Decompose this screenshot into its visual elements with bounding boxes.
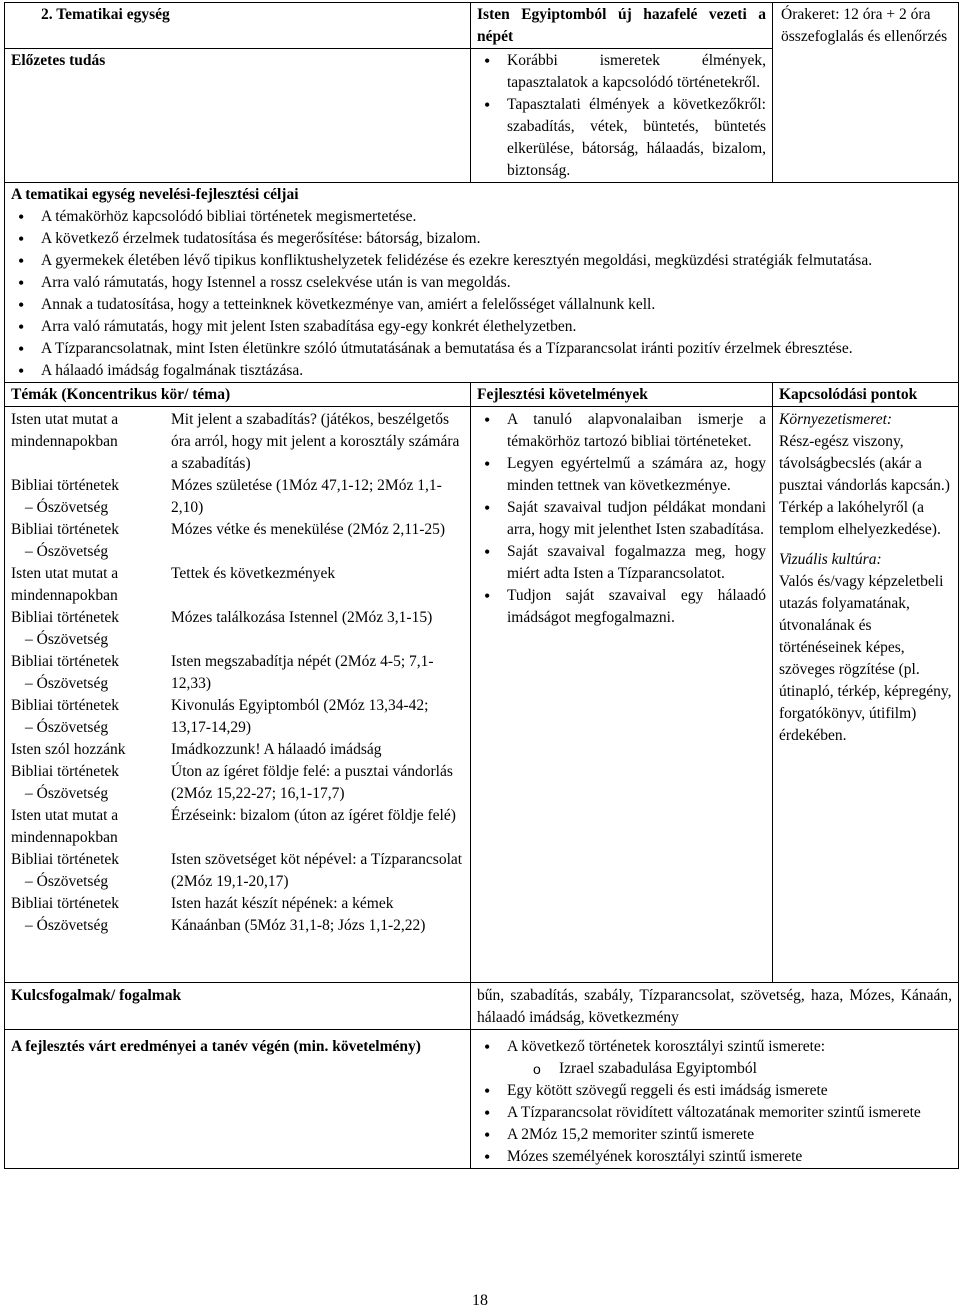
topic-row	[11, 805, 464, 849]
topic-row	[11, 893, 464, 937]
topic-row	[11, 739, 464, 761]
topic-category: Bibliai történetek	[11, 895, 120, 912]
goal-item: • A hálaadó imádság fogalmának tisztázása.	[11, 360, 952, 382]
requirements-cell	[471, 407, 773, 983]
goals-row	[5, 183, 959, 383]
topic-category: Bibliai történetek	[11, 763, 120, 780]
env-label: Környezetismeret:	[779, 411, 893, 428]
topic-row	[11, 651, 464, 695]
outcome-sublist	[507, 1058, 952, 1080]
topics-cell	[5, 407, 471, 983]
column-header-row	[5, 383, 959, 407]
topic-title: Mózes születése (1Móz 47,1-12; 2Móz 1,1-2,10)	[171, 477, 442, 516]
goals-list	[11, 206, 952, 382]
goal-item: • A Tízparancsolatnak, mint Isten életünkre szóló útmutatásának a bemutatása és a Tízparancsolat iránti pozitív érzelmek ébresztése.	[11, 338, 952, 360]
keywords-text: bűn, szabadítás, szabály, Tízparancsolat, szövetség, haza, Mózes, Kánaán, hálaadó imádság, következmény	[471, 983, 959, 1030]
goal-item: • A következő érzelmek tudatosítása és megerősítése: bátorság, bizalom.	[11, 228, 952, 250]
outcome-item: • Egy kötött szövegű reggeli és esti imádság ismerete	[477, 1080, 952, 1102]
topic-category: Isten utat mutat a mindennapokban	[11, 807, 119, 846]
topics-list	[11, 409, 464, 937]
page-number: 18	[472, 1292, 488, 1309]
topic-category: Isten utat mutat a mindennapokban	[11, 411, 119, 450]
prior-list	[477, 50, 766, 182]
keywords-label: Kulcsfogalmak/ fogalmak	[5, 983, 471, 1030]
goal-item: • Annak a tudatosítása, hogy a tetteinknek következménye van, amiért a felelősséget vállalnunk kell.	[11, 294, 952, 316]
connections-cell	[773, 407, 959, 983]
topic-row	[11, 519, 464, 563]
topic-category: Bibliai történetek	[11, 477, 120, 494]
requirement-item: • Saját szavaival tudjon példákat mondani arra, hogy mit jelenthet Isten szabadítása.	[477, 497, 766, 541]
requirements-list	[477, 409, 766, 629]
topics-body-row	[5, 407, 959, 983]
requirement-item: • Tudjon saját szavaival egy hálaadó imádságot megfogalmazni.	[477, 585, 766, 629]
requirement-item: • A tanuló alapvonalaiban ismerje a témakörhöz tartozó bibliai történeteket.	[477, 409, 766, 453]
hours-cell	[773, 3, 959, 183]
topic-title: Mózes vétke és menekülése (2Móz 2,11-25)	[171, 521, 446, 538]
topics-header: Témák (Koncentrikus kör/ téma)	[5, 383, 471, 407]
outcome-subitem: o Izrael szabadulása Egyiptomból	[533, 1058, 952, 1080]
topic-subcategory: – Ószövetség	[25, 499, 109, 516]
goal-item: • A témakörhöz kapcsolódó bibliai történetek megismertetése.	[11, 206, 952, 228]
topic-category: Bibliai történetek	[11, 653, 120, 670]
topic-title: Isten megszabadítja népét (2Móz 4-5; 7,1-12,33)	[171, 653, 434, 692]
goals-title: A tematikai egység nevelési-fejlesztési céljai	[11, 186, 299, 203]
topic-category: Bibliai történetek	[11, 609, 120, 626]
topic-title: Tettek és következmények	[171, 565, 336, 582]
outcome-item: • A 2Móz 15,2 memoriter szintű ismerete	[477, 1124, 952, 1146]
requirement-item: • Saját szavaival fogalmazza meg, hogy miért adta Isten a Tízparancsolatot.	[477, 541, 766, 585]
topic-subcategory: – Ószövetség	[25, 785, 109, 802]
outcome-item: • A Tízparancsolat rövidített változatának memoriter szintű ismerete	[477, 1102, 952, 1124]
topic-row	[11, 563, 464, 607]
topic-title: Úton az ígéret földje felé: a pusztai vándorlás (2Móz 15,22-27; 16,1-17,7)	[171, 763, 453, 802]
topic-subcategory: – Ószövetség	[25, 719, 109, 736]
topic-row	[11, 409, 464, 475]
topic-category: Isten szól hozzánk	[11, 741, 126, 758]
topic-category: Isten utat mutat a mindennapokban	[11, 565, 119, 604]
topic-row	[11, 475, 464, 519]
goal-item: • Arra való rámutatás, hogy Istennel a rossz cselekvése után is van megoldás.	[11, 272, 952, 294]
topic-row	[11, 849, 464, 893]
topic-subcategory: – Ószövetség	[25, 917, 109, 934]
hours-text: Órakeret: 12 óra + 2 óra összefoglalás és ellenőrzés	[781, 6, 948, 45]
topic-category: Bibliai történetek	[11, 851, 120, 868]
topic-row	[11, 607, 464, 651]
curriculum-table	[4, 2, 959, 1169]
connections-header: Kapcsolódási pontok	[773, 383, 959, 407]
topic-subcategory: – Ószövetség	[25, 675, 109, 692]
topic-title: Mit jelent a szabadítás? (játékos, beszélgetős óra arról, hogy mit jelent a korosztály számára a szabadítás)	[171, 411, 460, 472]
goal-item: • Arra való rámutatás, hogy mit jelent Isten szabadítása egy-egy konkrét élethelyzetben.	[11, 316, 952, 338]
topic-title: Érzéseink: bizalom (úton az ígéret földje felé)	[171, 807, 456, 824]
outcome-item-text: A következő történetek korosztályi szintű ismerete:	[507, 1038, 826, 1055]
topic-category: Bibliai történetek	[11, 521, 120, 538]
goals-cell	[5, 183, 959, 383]
topic-row	[11, 761, 464, 805]
goal-item: • A gyermekek életében lévő tipikus konfliktushelyzetek felidézése és ezekre keresztyén megoldási, megküzdési stratégiák felmutatása.	[11, 250, 952, 272]
prior-label: Előzetes tudás	[5, 49, 471, 183]
prior-cell	[471, 49, 773, 183]
topic-subcategory: – Ószövetség	[25, 873, 109, 890]
outcome-item: • Mózes személyének korosztályi szintű ismerete	[477, 1146, 952, 1168]
topic-row	[11, 695, 464, 739]
topic-title: Isten hazát készít népének: a kémek Kánaánban (5Móz 31,1-8; Józs 1,1-2,22)	[171, 895, 426, 934]
unit-header-row	[5, 3, 959, 49]
topic-title: Mózes találkozása Istennel (2Móz 3,1-15)	[171, 609, 433, 626]
outcomes-cell	[471, 1030, 959, 1169]
outcome-item	[477, 1036, 952, 1080]
vis-label: Vizuális kultúra:	[779, 551, 882, 568]
outcomes-row	[5, 1030, 959, 1169]
prior-item: • Tapasztalati élmények a következőkről: szabadítás, vétek, büntetés, büntetés elkerülése, bátorság, hálaadás, bizalom, biztonság.	[477, 94, 766, 182]
topic-title: Imádkozzunk! A hálaadó imádság	[171, 741, 382, 758]
unit-title: Isten Egyiptomból új hazafelé vezeti a népét	[471, 3, 773, 49]
prior-item: • Korábbi ismeretek élmények, tapasztalatok a kapcsolódó történetekről.	[477, 50, 766, 94]
topic-category: Bibliai történetek	[11, 697, 120, 714]
env-text: Rész-egész viszony, távolságbecslés (akár a pusztai vándorlás kapcsán.) Térkép a lakóhelyről (a templom elhelyezkedése).	[779, 433, 950, 538]
outcomes-label: A fejlesztés várt eredményei a tanév végén (min. követelmény)	[5, 1030, 471, 1169]
keywords-row	[5, 983, 959, 1030]
topic-subcategory: – Ószövetség	[25, 543, 109, 560]
topic-title: Isten szövetséget köt népével: a Tízparancsolat (2Móz 19,1-20,17)	[171, 851, 463, 890]
outcomes-list	[477, 1036, 952, 1168]
topic-subcategory: – Ószövetség	[25, 631, 109, 648]
vis-text: Valós és/vagy képzeletbeli utazás folyamatának, útvonalának és történéseinek képes, szöveges rögzítése (pl. útinapló, térkép, képregény, forgatókönyv, útifilm) érdekében.	[779, 573, 952, 744]
requirement-item: • Legyen egyértelmű a számára az, hogy minden tettnek van következménye.	[477, 453, 766, 497]
requirements-header: Fejlesztési követelmények	[471, 383, 773, 407]
document-page	[4, 2, 958, 1169]
unit-label: 2. Tematikai egység	[5, 3, 471, 49]
topic-title: Kivonulás Egyiptomból (2Móz 13,34-42; 13,17-14,29)	[171, 697, 429, 736]
